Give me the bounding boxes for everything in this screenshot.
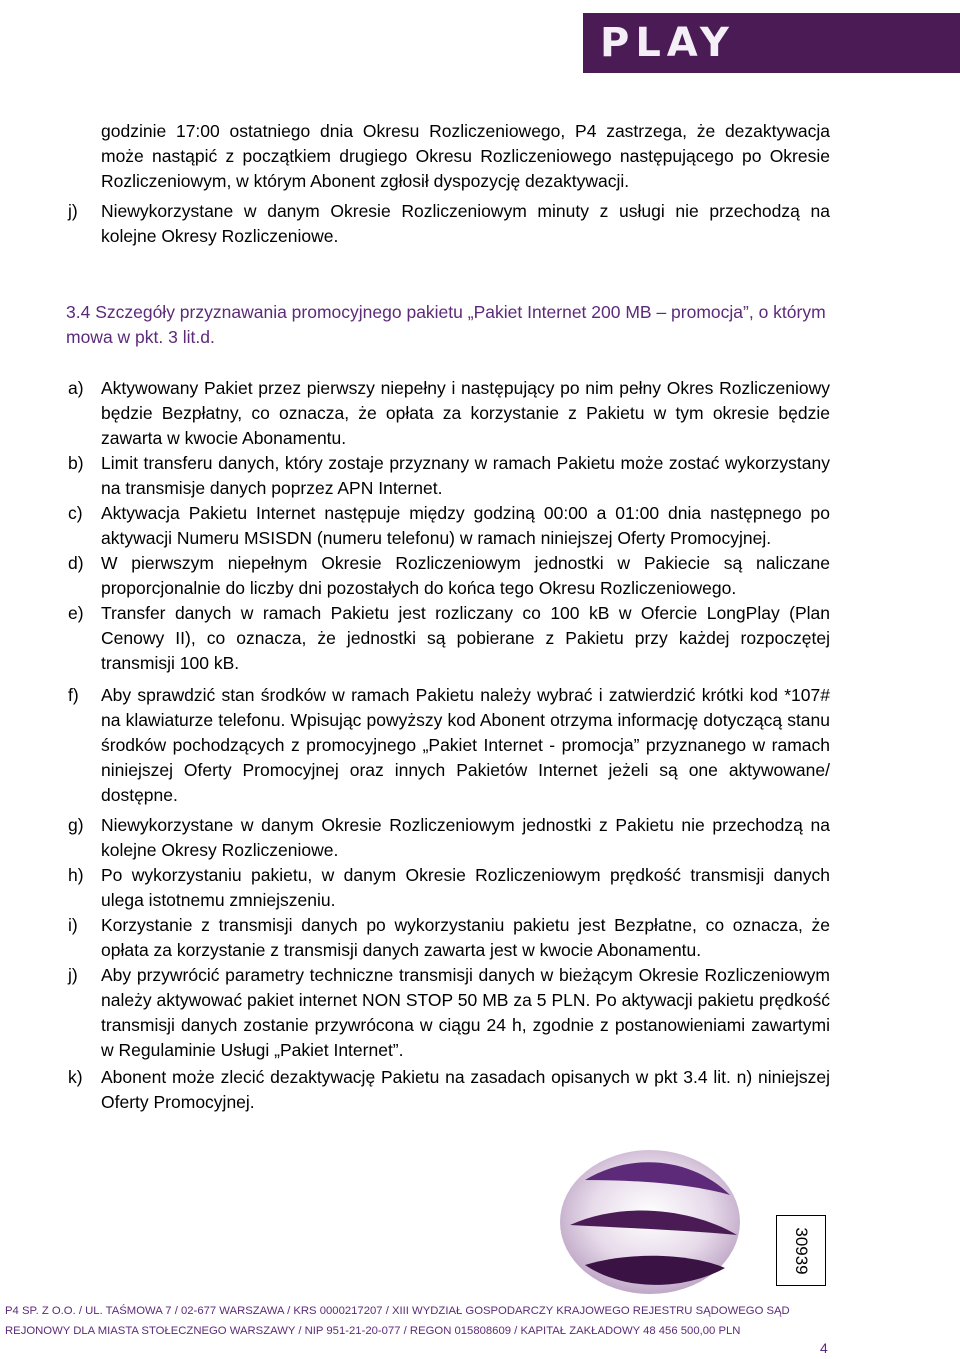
list-marker: a) [68, 378, 84, 398]
section-heading: 3.4 Szczegóły przyznawania promocyjnego pakietu „Pakiet Internet 200 MB – promocja”, o którym mowa w pkt. 3 lit.d. [66, 302, 826, 347]
list-item [68, 963, 830, 1063]
list-item-text: Aktywowany Pakiet przez pierwszy niepełny i następujący po nim pełny Okres Rozliczeniowy będzie Bezpłatny, co oznacza, że opłata za korzystanie z Pakietu w tym okresie będzie zawarta w kwocie Abonamentu. [101, 378, 830, 448]
document-code-stamp [776, 1215, 826, 1286]
list-item-text: Limit transferu danych, który zostaje przyznany w ramach Pakietu może zostać wykorzystany na transmisje danych poprzez APN Internet. [101, 453, 830, 498]
list-item-text: Korzystanie z transmisji danych po wykorzystaniu pakietu jest Bezpłatne, co oznacza, że opłata za korzystanie z transmisji danych zawarta jest w kwocie Abonamentu. [101, 915, 830, 960]
list-marker: g) [68, 815, 84, 835]
list-marker: k) [68, 1067, 83, 1087]
list-marker: i) [68, 915, 78, 935]
list-item-text: W pierwszym niepełnym Okresie Rozliczeniowym jednostki w Pakiecie są naliczane proporcjonalnie do liczby dni pozostałych do końca tego Okresu Rozliczeniowego. [101, 553, 830, 598]
list-item-text: Aby przywrócić parametry techniczne transmisji danych w bieżącym Okresie Rozliczeniowym należy aktywować pakiet internet NON STOP 50 MB za 5 PLN. Po aktywacji pakietu prędkość transmisji danych zostanie przywrócona w ciągu 24 h, zgodnie z postanowieniami zawartymi w Regulaminie Usługi „Pakiet Internet”. [101, 965, 830, 1060]
list-marker: d) [68, 553, 84, 573]
list-item [68, 451, 830, 501]
list-item-text: Transfer danych w ramach Pakietu jest rozliczany co 100 kB w Ofercie LongPlay (Plan Cenowy II), co oznacza, że jednostki są pobierane z Pakietu przy każdej rozpoczętej transmisji 100 kB. [101, 603, 830, 673]
list-item [68, 863, 830, 913]
list-item [68, 1065, 830, 1115]
list-item-text: Aby sprawdzić stan środków w ramach Pakietu należy wybrać i zatwierdzić krótki kod *107# na klawiaturze telefonu. Wpisując powyższy kod Abonent otrzyma informację dotyczącą stanu środków pochodzących z promocyjnego „Pakiet Internet - promocja” przyznanego w ramach niniejszej Oferty Promocyjnej oraz innych Pakietów Internet jeżeli są one aktywowane/ dostępne. [101, 685, 830, 805]
list-item-text: Abonent może zlecić dezaktywację Pakietu na zasadach opisanych w pkt 3.4 lit. n) niniejszej Oferty Promocyjnej. [101, 1067, 830, 1112]
list-item-text: Aktywacja Pakietu Internet następuje między godziną 00:00 a 01:00 dnia następnego po aktywacji Numeru MSISDN (numeru telefonu) w ramach niniejszej Oferty Promocyjnej. [101, 503, 830, 548]
list-item-text: Niewykorzystane w danym Okresie Rozliczeniowym jednostki z Pakietu nie przechodzą na kolejne Okresy Rozliczeniowe. [101, 815, 830, 860]
list-item [68, 813, 830, 863]
document-code: 30939 [792, 1226, 811, 1275]
list-marker: h) [68, 865, 84, 885]
list-marker: b) [68, 453, 84, 473]
list-marker: f) [68, 685, 79, 705]
play-logo: PLAY [600, 20, 735, 66]
list-item-text: Niewykorzystane w danym Okresie Rozliczeniowym minuty z usługi nie przechodzą na kolejne Okresy Rozliczeniowe. [101, 201, 830, 246]
footer-line-1: P4 SP. Z O.O. / UL. TAŚMOWA 7 / 02-677 WARSZAWA / KRS 0000217207 / XIII WYDZIAŁ GOSPODARCZY KRAJOWEGO REJESTRU SĄDOWEGO SĄD [5, 1305, 790, 1317]
list-item [68, 683, 830, 808]
intro-item-j [68, 199, 830, 249]
list-item [68, 913, 830, 963]
play-orb-graphic [555, 1140, 745, 1305]
page-number: 4 [820, 1340, 828, 1356]
list-marker: e) [68, 603, 84, 623]
list-marker: j) [68, 965, 78, 985]
list-marker: c) [68, 503, 83, 523]
list-item [68, 501, 830, 551]
list-marker: j) [68, 201, 78, 221]
list-item [68, 376, 830, 451]
footer-line-2: REJONOWY DLA MIASTA STOŁECZNEGO WARSZAWY / NIP 951-21-20-077 / REGON 015808609 / KAPITAŁ ZAKŁADOWY 48 456 500,00 PLN [5, 1325, 741, 1337]
list-item [68, 601, 830, 676]
list-item-text: Po wykorzystaniu pakietu, w danym Okresie Rozliczeniowym prędkość transmisji danych ulega istotnemu zmniejszeniu. [101, 865, 830, 910]
intro-continued-paragraph: godzinie 17:00 ostatniego dnia Okresu Rozliczeniowego, P4 zastrzega, że dezaktywacja może nastąpić z początkiem drugiego Okresu Rozliczeniowego następującego po Okresie Rozliczeniowym, w którym Abonent zgłosił dyspozycję dezaktywacji. [101, 121, 830, 191]
list-item [68, 551, 830, 601]
